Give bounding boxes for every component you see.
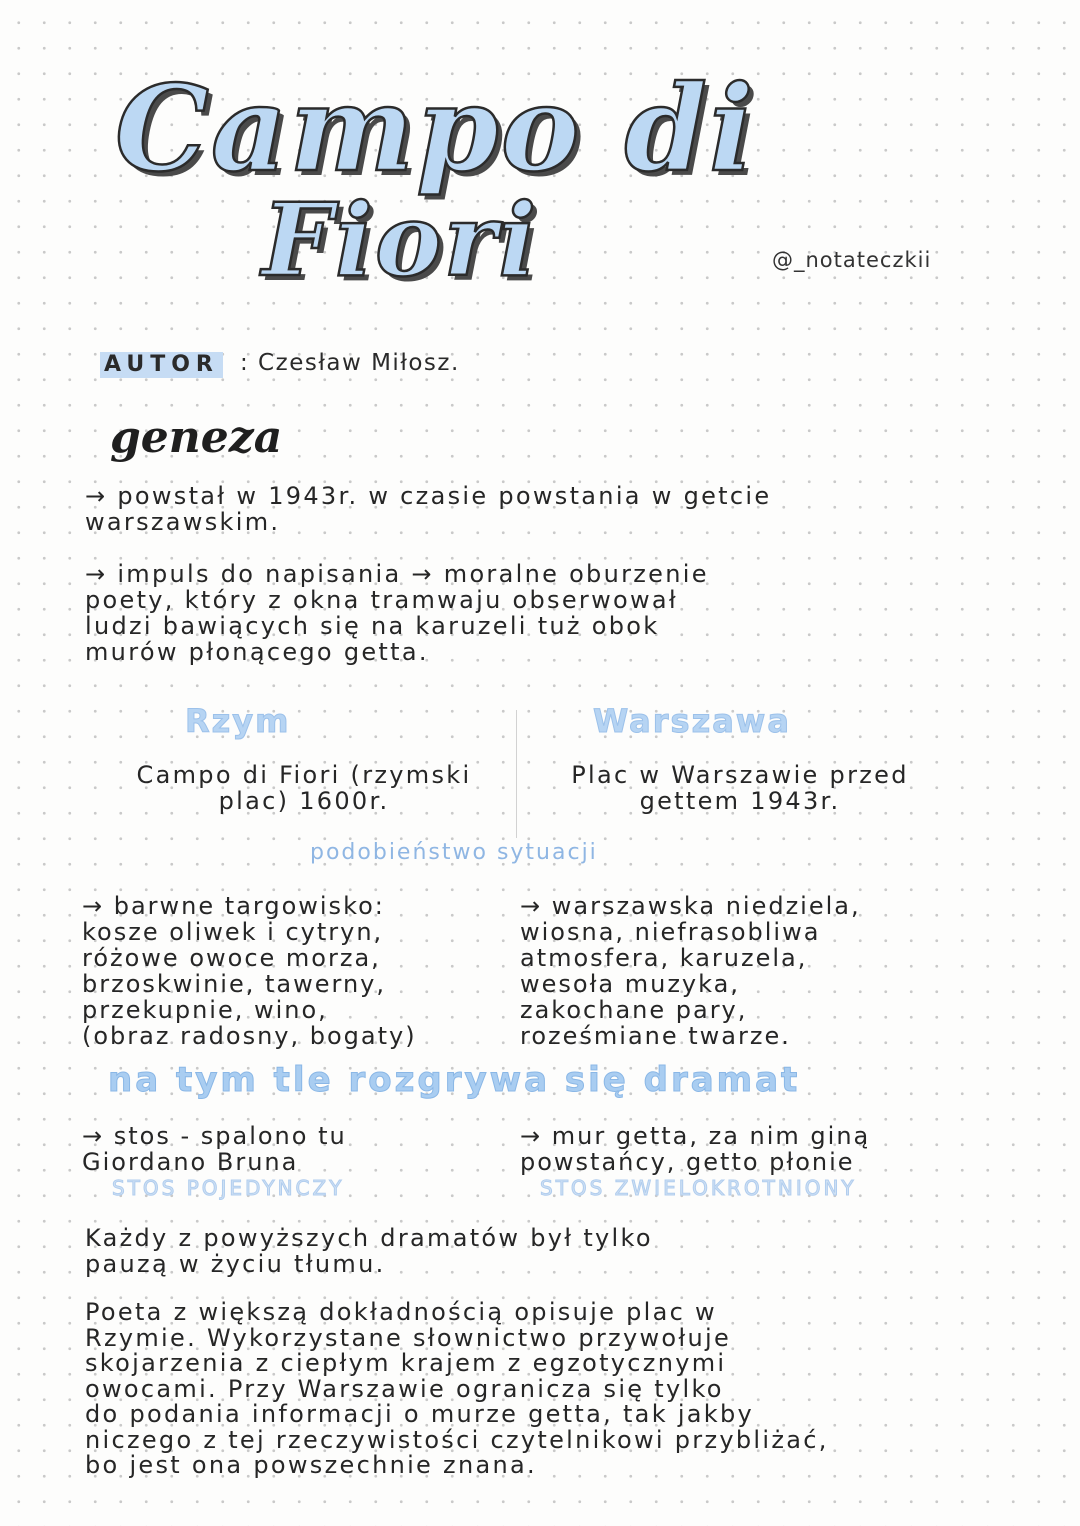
warsaw-heading: Warszawa — [593, 702, 791, 740]
rome-description: Campo di Fiori (rzymski plac) 1600r. — [136, 761, 472, 815]
conclusion-poet: Poeta z większą dokładnością opisuje plac w Rzymie. Wykorzystane słownictwo przywołuje skojarzenia z ciepłym krajem z egzotycznymi owocami. Przy Warszawie ogranicza się tylko do podania informacji o murze getta, tak jakby niczego z tej rzeczywistości czytelnikowi przybliżać, bo jest ona powszechnie znana. — [85, 1298, 829, 1479]
page-title-line2: Fiori — [262, 181, 539, 299]
rome-stamp: STOS POJEDYNCZY — [112, 1176, 345, 1200]
column-divider — [516, 710, 517, 838]
genesis-point-1: → powstał w 1943r. w czasie powstania w getcie warszawskim. — [85, 482, 772, 536]
warsaw-description: Plac w Warszawie przed gettem 1943r. — [571, 761, 909, 815]
warsaw-drama: → mur getta, za nim giną powstańcy, getto płonie — [520, 1122, 871, 1176]
drama-heading: na tym tle rozgrywa się dramat — [108, 1060, 801, 1100]
genesis-point-2: → impuls do napisania → moralne oburzenie poety, który z okna tramwaju obserwował ludzi bawiących się na karuzeli tuż obok murów płonącego getta. — [85, 560, 709, 666]
genesis-heading: geneza — [110, 412, 283, 463]
page-title-line1: Campo di — [115, 59, 756, 198]
author-label: AUTOR — [100, 352, 223, 378]
author-handle: @_notateczkii — [772, 248, 932, 272]
rome-market-list: → barwne targowisko: kosze oliwek i cytryn, różowe owoce morza, brzoskwinie, tawerny, przekupnie, wino, (obraz radosny, bogaty) — [82, 892, 417, 1050]
conclusion-pause: Każdy z powyższych dramatów był tylko pauzą w życiu tłumu. — [85, 1224, 653, 1278]
author-value: : Czesław Miłosz. — [240, 350, 460, 376]
rome-drama: → stos - spalono tu Giordano Bruna — [82, 1122, 347, 1176]
rome-heading: Rzym — [185, 702, 291, 740]
similarity-label: podobieństwo sytuacji — [310, 840, 598, 865]
warsaw-market-list: → warszawska niedziela, wiosna, niefrasobliwa atmosfera, karuzela, wesoła muzyka, zakochane pary, roześmiane twarze. — [520, 892, 861, 1050]
warsaw-stamp: STOS ZWIELOKROTNIONY — [540, 1176, 857, 1200]
